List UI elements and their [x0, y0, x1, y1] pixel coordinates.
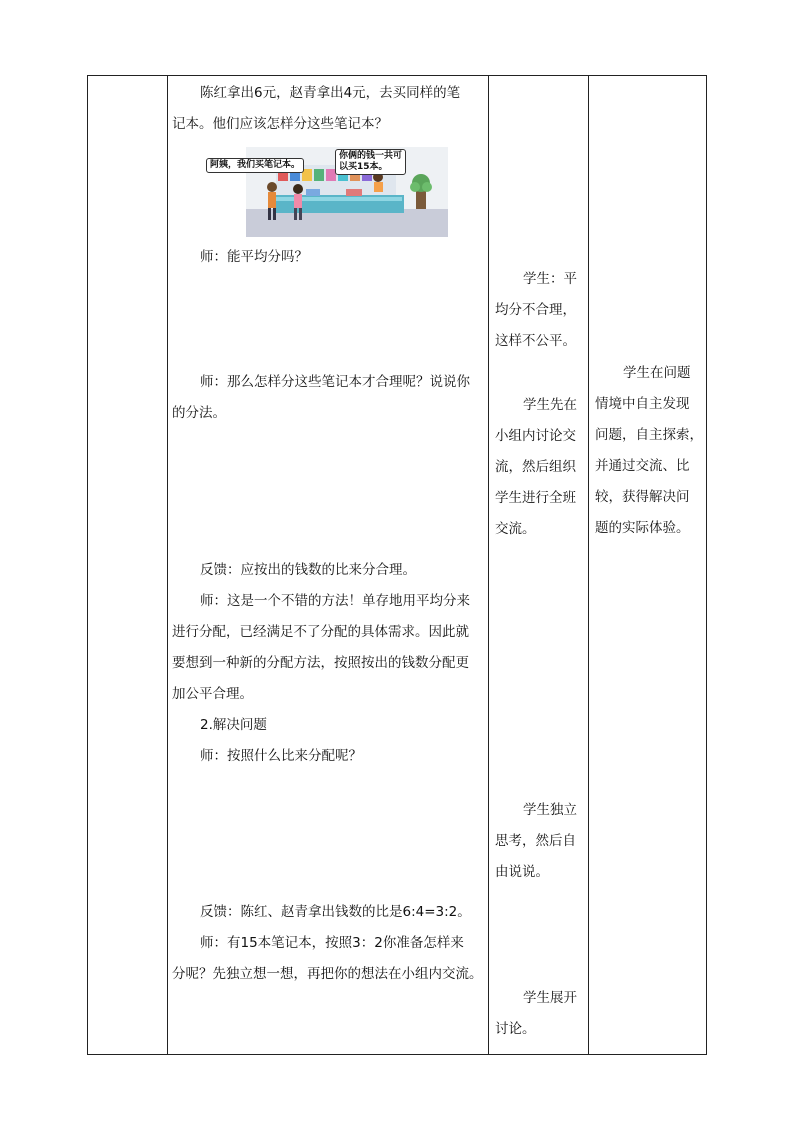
- student-response-2: 学生先在 小组内讨论交 流，然后组织 学生进行全班 交流。: [495, 397, 577, 537]
- table-column-divider-3: [588, 75, 589, 1055]
- teacher-question-1: 师：能平均分吗？: [200, 249, 308, 265]
- teacher-question-2: 师：那么怎样分这些笔记本才合理呢？说说你 的分法。: [172, 374, 470, 421]
- student-response-1: 学生：平 均分不合理， 这样不公平。: [495, 271, 577, 349]
- student-response-3: 学生独立 思考，然后自 由说说。: [495, 802, 577, 880]
- feedback-ratio-and-task: 反馈：陈红、赵青拿出钱数的比是6:4=3:2。 师：有15本笔记本，按照3：2你准备怎样来 分呢？先独立想一想，再把你的想法在小组内交流。: [172, 904, 483, 982]
- feedback-and-explanation: 反馈：应按出的钱数的比来分合理。 师：这是一个不错的方法！单存地用平均分来 进行分配，已经满足不了分配的具体需求。因此就 要想到一种新的分配方法，按照按出的钱数分配更 加公平合理。 2.解决问题 师：按照什么比来分配呢？: [172, 555, 486, 772]
- table-top-border: [87, 75, 707, 76]
- design-intent: 学生在问题 情境中自主发现 问题，自主探索， 并通过交流、比 较，获得解决问 题的实际体验。: [595, 365, 703, 536]
- notebook-store-illustration: [210, 147, 448, 237]
- table-bottom-border: [87, 1054, 707, 1055]
- table-column-divider-2: [488, 75, 489, 1055]
- table-column-divider-1: [167, 75, 168, 1055]
- speech-bubble-left: 阿姨，我们买笔记本。: [206, 158, 304, 173]
- table-right-border: [706, 75, 707, 1055]
- problem-statement: 陈红拿出6元，赵青拿出4元，去买同样的笔 记本。他们应该怎样分这些笔记本？: [172, 85, 461, 132]
- speech-bubble-right: 你俩的钱一共可 以买15本。: [335, 149, 406, 175]
- student-response-4: 学生展开 讨论。: [495, 990, 577, 1037]
- table-left-border: [87, 75, 88, 1055]
- section-heading-solve-problem: 2.解决问题: [200, 717, 267, 733]
